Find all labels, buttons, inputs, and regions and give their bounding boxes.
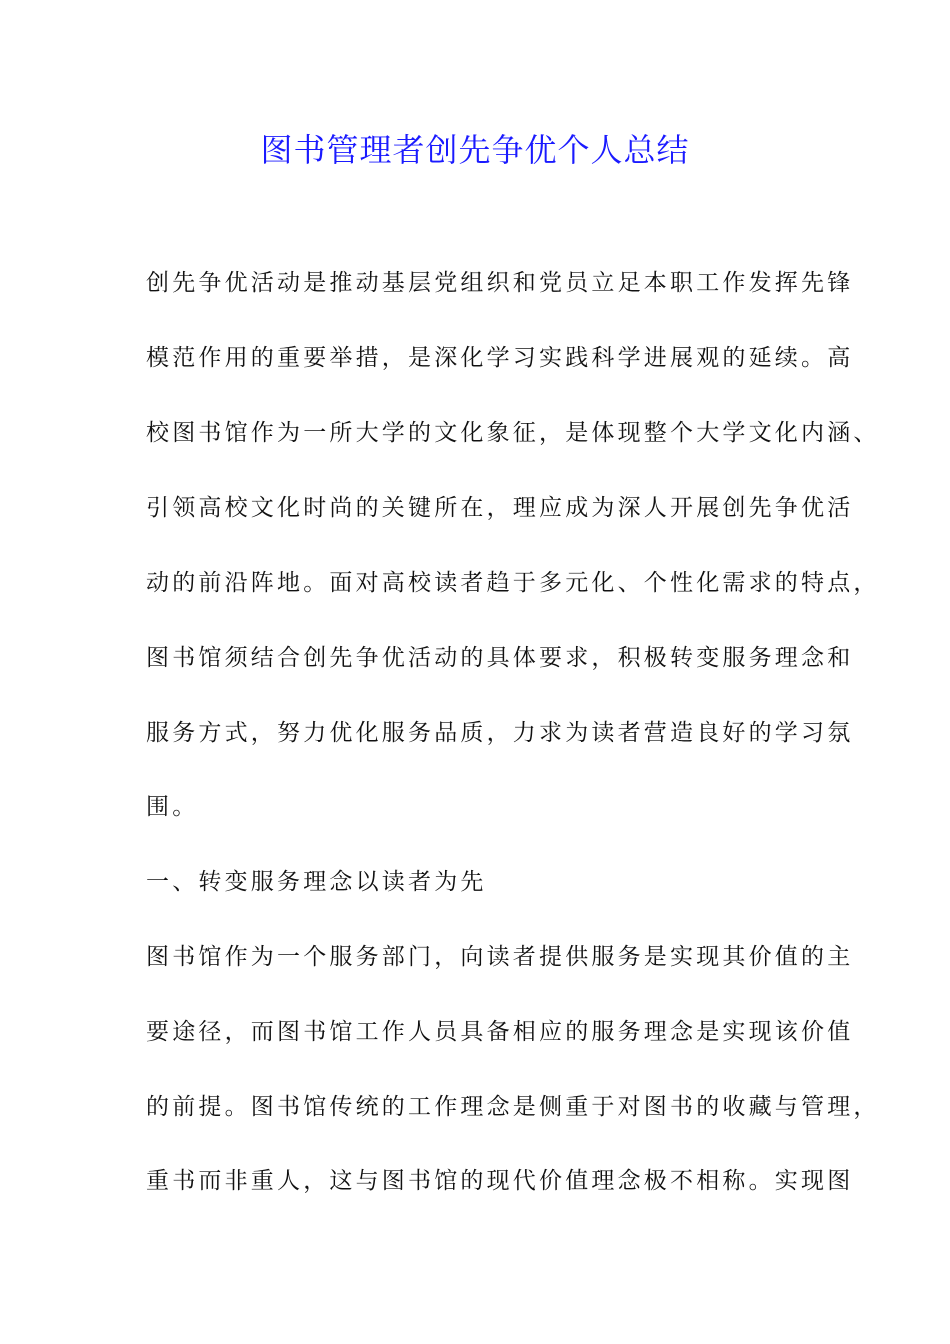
body-line: 校图书馆作为一所大学的文化象征，是体现整个大学文化内涵、 <box>146 420 880 446</box>
body-line: 引领高校文化时尚的关键所在，理应成为深人开展创先争优活 <box>146 495 854 521</box>
body-line: 图书馆须结合创先争优活动的具体要求，积极转变服务理念和 <box>146 645 854 671</box>
body-line: 动的前沿阵地。面对高校读者趋于多元化、个性化需求的特点， <box>146 570 880 596</box>
body-line: 重书而非重人，这与图书馆的现代价值理念极不相称。实现图 <box>146 1168 854 1194</box>
document-title: 图书管理者创先争优个人总结 <box>260 131 690 169</box>
body-line: 要途径，而图书馆工作人员具备相应的服务理念是实现该价值 <box>146 1019 854 1045</box>
body-line: 围。 <box>146 794 199 820</box>
body-line: 模范作用的重要举措，是深化学习实践科学进展观的延续。高 <box>146 345 854 371</box>
section-heading: 一、转变服务理念以读者为先 <box>146 869 487 895</box>
body-line: 的前提。图书馆传统的工作理念是侧重于对图书的收藏与管理， <box>146 1094 880 1120</box>
body-line: 服务方式，努力优化服务品质，力求为读者营造良好的学习氛 <box>146 720 854 746</box>
body-line: 创先争优活动是推动基层党组织和党员立足本职工作发挥先锋 <box>146 270 854 296</box>
body-line: 图书馆作为一个服务部门，向读者提供服务是实现其价值的主 <box>146 944 854 970</box>
